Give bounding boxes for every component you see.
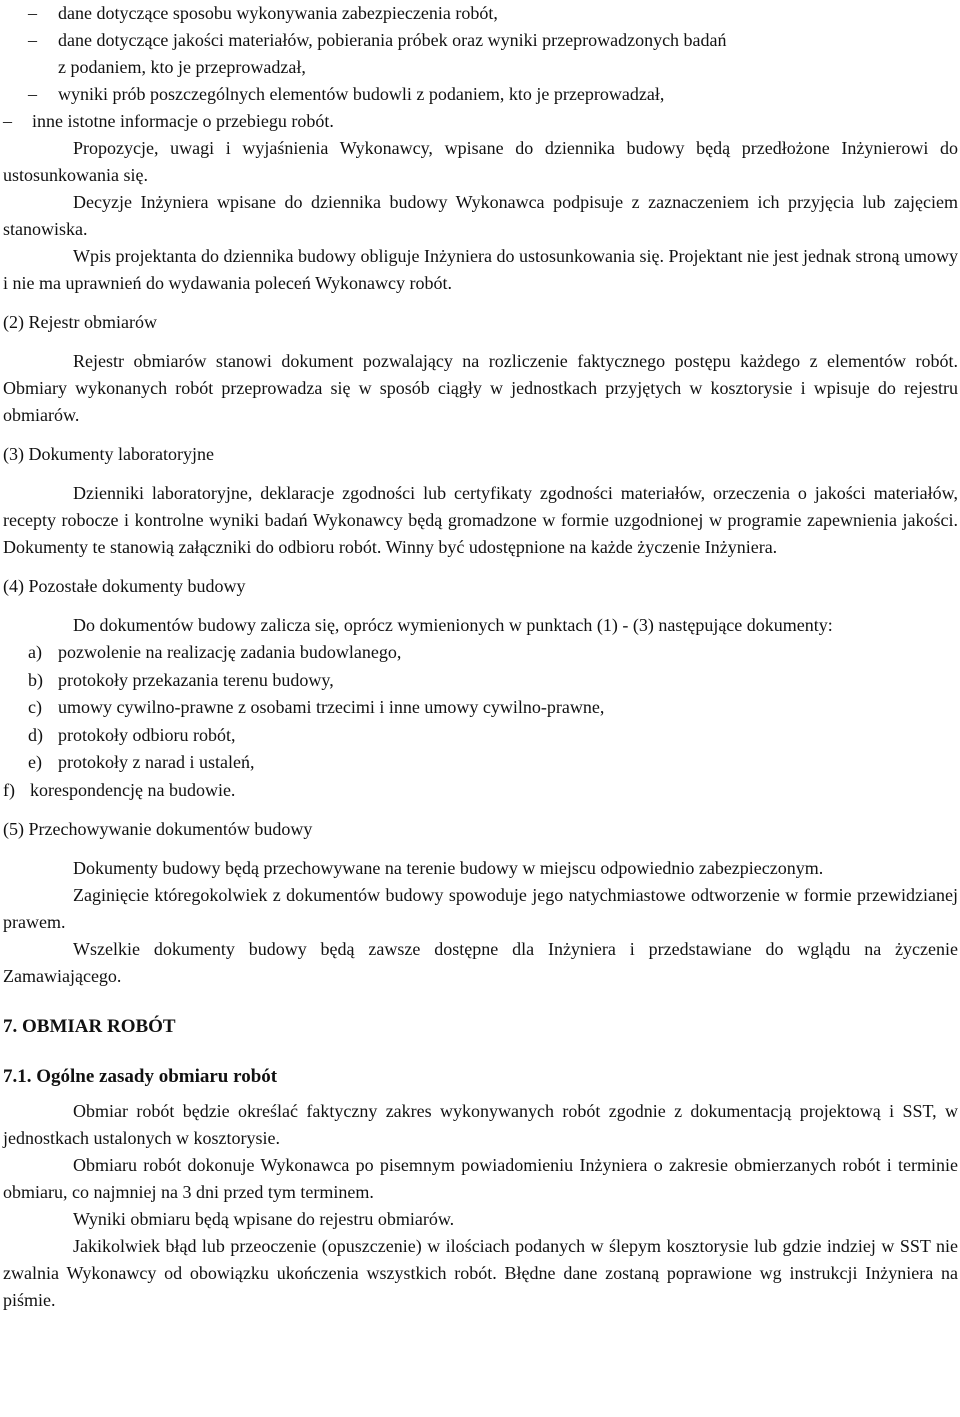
list-item-text: pozwolenie na realizację zadania budowlanego, xyxy=(58,642,402,662)
list-item xyxy=(3,722,958,750)
list-item xyxy=(3,667,958,695)
dash-item-text: z podaniem, kto je przeprowadzał, xyxy=(58,57,306,77)
section-heading: (3) Dokumenty laboratoryjne xyxy=(3,444,214,464)
paragraph: Obmiaru robót dokonuje Wykonawca po pisemnym powiadomieniu Inżyniera o zakresie obmierzanych robót i terminie obmiaru, co najmniej na 3 dni przed tym terminem. xyxy=(3,1155,958,1202)
list-item-text: protokoły z narad i ustaleń, xyxy=(58,752,255,772)
paragraph: Wyniki obmiaru będą wpisane do rejestru obmiarów. xyxy=(73,1209,455,1229)
list-item-label: a) xyxy=(28,642,42,662)
paragraph: Wszelkie dokumenty budowy będą zawsze dostępne dla Inżyniera i przedstawiane do wglądu na życzenie Zamawiającego. xyxy=(3,939,958,986)
dash-bullet: – xyxy=(28,84,37,104)
subsection-heading: 7.1. Ogólne zasady obmiaru robót xyxy=(3,1066,278,1087)
paragraph: Dokumenty budowy będą przechowywane na terenie budowy w miejscu odpowiednio zabezpieczonym. xyxy=(73,858,824,878)
documents-list xyxy=(3,639,958,804)
list-item-text: protokoły przekazania terenu budowy, xyxy=(58,669,334,690)
dash-item xyxy=(3,108,958,135)
dash-item xyxy=(3,0,958,27)
list-item xyxy=(3,639,958,667)
list-item-label: b) xyxy=(28,669,43,690)
list-item-label: e) xyxy=(28,752,42,772)
list-item-label: f) xyxy=(3,779,15,800)
dash-bullet: – xyxy=(28,30,37,50)
list-item xyxy=(3,694,958,722)
paragraph: Wpis projektanta do dziennika budowy obliguje Inżyniera do ustosunkowania się. Projektant nie jest jednak stroną umowy i nie ma uprawnień do wydawania poleceń Wykonawcy robót. xyxy=(3,246,958,293)
list-item-text: umowy cywilno-prawne z osobami trzecimi i inne umowy cywilno-prawne, xyxy=(58,697,605,717)
dash-bullet: – xyxy=(3,111,12,131)
list-item-label: d) xyxy=(28,724,43,745)
dash-item-text: wyniki prób poszczególnych elementów budowli z podaniem, kto je przeprowadzał, xyxy=(58,84,665,104)
paragraph: Rejestr obmiarów stanowi dokument pozwalający na rozliczenie faktycznego postępu każdego z elementów robót. Obmiary wykonanych robót przeprowadza się w sposób ciągły w jednostkach przyjętych w kosztorysie i wpisuje do rejestru obmiarów. xyxy=(3,351,958,425)
list-item-text: protokoły odbioru robót, xyxy=(58,724,236,745)
dash-item xyxy=(3,27,958,54)
paragraph: Jakikolwiek błąd lub przeoczenie (opuszczenie) w ilościach podanych w ślepym kosztorysie lub gdzie indziej w SST nie zwalnia Wykonawcy od obowiązku ukończenia wszystkich robót. Błędne dane zostaną poprawione wg instrukcji Inżyniera na piśmie. xyxy=(3,1236,958,1310)
paragraph: Do dokumentów budowy zalicza się, oprócz wymienionych w punktach (1) - (3) następujące dokumenty: xyxy=(73,615,833,635)
list-item xyxy=(3,777,958,805)
paragraph: Zaginięcie któregokolwiek z dokumentów budowy spowoduje jego natychmiastowe odtworzenie w formie przewidzianej prawem. xyxy=(3,885,958,932)
list-item xyxy=(3,749,958,777)
paragraph: Decyzje Inżyniera wpisane do dziennika budowy Wykonawca podpisuje z zaznaczeniem ich przyjęcia lub zajęciem stanowiska. xyxy=(3,192,958,239)
section-heading: (4) Pozostałe dokumenty budowy xyxy=(3,576,246,596)
paragraph: Propozycje, uwagi i wyjaśnienia Wykonawcy, wpisane do dziennika budowy będą przedłożone Inżynierowi do ustosunkowania się. xyxy=(3,138,958,185)
chapter-heading: 7. OBMIAR ROBÓT xyxy=(3,1016,176,1037)
document-page xyxy=(3,0,958,1314)
dash-list xyxy=(3,0,958,135)
list-item-text: korespondencję na budowie. xyxy=(30,779,236,800)
dash-item-text: inne istotne informacje o przebiegu robót. xyxy=(32,111,334,131)
dash-item-text: dane dotyczące sposobu wykonywania zabezpieczenia robót, xyxy=(58,3,498,23)
dash-item xyxy=(3,81,958,108)
paragraph: Obmiar robót będzie określać faktyczny zakres wykonywanych robót zgodnie z dokumentacją projektową i SST, w jednostkach ustalonych w kosztorysie. xyxy=(3,1101,958,1148)
dash-item-text: dane dotyczące jakości materiałów, pobierania próbek oraz wyniki przeprowadzonych badań xyxy=(58,30,727,50)
dash-item-continuation xyxy=(3,54,958,81)
section-heading: (5) Przechowywanie dokumentów budowy xyxy=(3,819,313,839)
paragraph: Dzienniki laboratoryjne, deklaracje zgodności lub certyfikaty zgodności materiałów, orzeczenia o jakości materiałów, recepty robocze i kontrolne wyniki badań Wykonawcy będą gromadzone w formie uzgodnionej w programie zapewnienia jakości. Dokumenty te stanowią załączniki do odbioru robót. Winny być udostępnione na każde życzenie Inżyniera. xyxy=(3,483,958,557)
list-item-label: c) xyxy=(28,697,42,717)
section-heading: (2) Rejestr obmiarów xyxy=(3,312,157,332)
dash-bullet: – xyxy=(28,3,37,23)
